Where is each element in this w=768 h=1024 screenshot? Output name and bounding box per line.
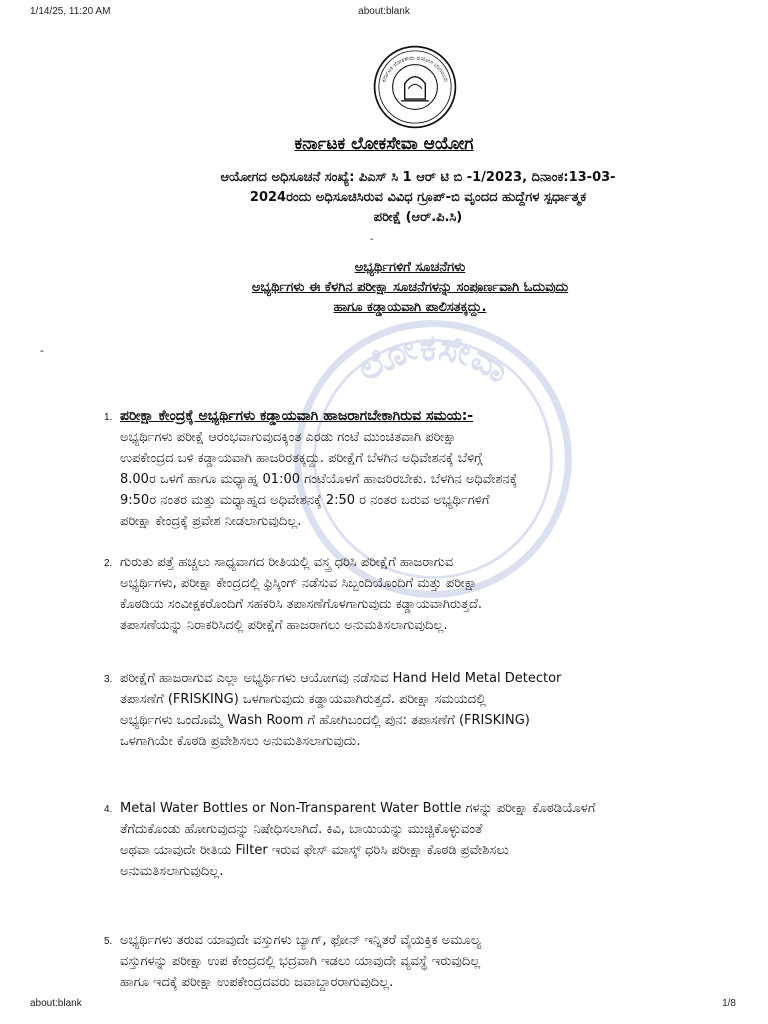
watermark-text: ಲೋಕಸೇವಾ xyxy=(351,325,518,392)
item-line: ಗುರುತು ಪತ್ತೆ ಹಚ್ಚಲು ಸಾಧ್ಯವಾಗದ ರೀತಿಯಲ್ಲಿ ವಸ್ತ್ರ ಧರಿಸಿ ಪರೀಕ್ಷೆಗೆ ಹಾಜರಾಗುವ xyxy=(120,555,454,570)
separator-dash: - xyxy=(370,234,374,245)
instruction-item-5 xyxy=(104,930,734,993)
item-line: ಹಾಗೂ ಇದಕ್ಕೆ ಪರೀಕ್ಷಾ ಉಪಕೇಂದ್ರದವರು ಜವಾಬ್ದಾರರಾಗುವುದಿಲ್ಲ. xyxy=(120,975,394,990)
instruction-item-2 xyxy=(104,552,734,636)
instruction-item-1 xyxy=(104,406,734,532)
item-line: ಒಳಗಾಗಿಯೇ ಕೊಠಡಿ ಪ್ರವೇಶಿಸಲು ಅನುಮತಿಸಲಾಗುವುದು. xyxy=(120,734,361,749)
item-number: 1. xyxy=(104,412,113,423)
svg-text:ಲೋಕಸೇವಾ xyxy=(351,326,517,392)
print-header xyxy=(0,6,768,26)
instructions-intro-line: ಅಭ್ಯರ್ಥಿಗಳು ಈ ಕೆಳಗಿನ ಪರೀಕ್ಷಾ ಸೂಚನೆಗಳನ್ನು ಸಂಪೂರ್ಣವಾಗಿ ಓದುವುದು xyxy=(251,280,569,295)
item-line: Metal Water Bottles or Non-Transparent Water Bottle ಗಳನ್ನು ಪರೀಕ್ಷಾ ಕೊಠಡಿಯೊಳಗೆ xyxy=(120,801,596,816)
item-line: ತಪಾಸಣೆಗೆ (FRISKING) ಒಳಗಾಗುವುದು ಕಡ್ಡಾಯವಾಗಿರುತ್ತದೆ. ಪರೀಕ್ಷಾ ಸಮಯದಲ್ಲಿ xyxy=(120,692,487,707)
item-line: ಅಭ್ಯರ್ಥಿಗಳು ಪರೀಕ್ಷೆ ಆರಂಭವಾಗುವುದಕ್ಕಿಂತ ಎರಡು ಗಂಟೆ ಮುಂಚಿತವಾಗಿ ಪರೀಕ್ಷಾ xyxy=(120,430,457,445)
item-line: 9:50ರ ನಂತರ ಮತ್ತು ಮಧ್ಯಾಹ್ನದ ಅಧಿವೇಶನಕ್ಕೆ 2:50 ರ ನಂತರ ಬರುವ ಅಭ್ಯರ್ಥಿಗಳಿಗೆ xyxy=(120,493,490,508)
item-number: 5. xyxy=(104,936,113,947)
item-line: ಪರೀಕ್ಷಾ ಕೇಂದ್ರಕ್ಕೆ ಪ್ರವೇಶ ನೀಡಲಾಗುವುದಿಲ್ಲ. xyxy=(120,514,302,529)
item-line: ಅಭ್ಯರ್ಥಿಗಳು ಒಂದೊಮ್ಮೆ Wash Room ಗೆ ಹೋಗಿಬಂದಲ್ಲಿ ಪುನ: ತಪಾಸಣೆಗೆ (FRISKING) xyxy=(120,713,530,728)
document-title: ಕರ್ನಾಟಕ ಲೋಕಸೇವಾ ಆಯೋಗ xyxy=(294,134,474,154)
seal-text: ಕರ್ನಾಟಕ ಲೋಕಸೇವಾ ಆಯೋಗ ಬೆಂಗಳೂರು xyxy=(381,55,449,84)
kpsc-seal-icon xyxy=(372,44,458,130)
item-line: ಪರೀಕ್ಷೆಗೆ ಹಾಜರಾಗುವ ಎಲ್ಲಾ ಅಭ್ಯರ್ಥಿಗಳು ಆಯೋಗವು ನಡೆಸುವ Hand Held Metal Detector xyxy=(120,671,562,686)
item-number: 3. xyxy=(104,674,113,685)
print-footer xyxy=(0,998,768,1014)
item-number: 2. xyxy=(104,558,113,569)
instructions-intro-line: ಹಾಗೂ ಕಡ್ಡಾಯವಾಗಿ ಪಾಲಿಸತಕ್ಕದ್ದು. xyxy=(333,300,487,315)
margin-dash: - xyxy=(40,344,44,357)
item-line: 8.00ರ ಒಳಗೆ ಹಾಗೂ ಮಧ್ಯಾಹ್ನ 01:00 ಗಂಟೆಯೊಳಗೆ ಹಾಜರಿರಬೇಕು. ಬೆಳಗಿನ ಅಧಿವೇಶನಕ್ಕೆ xyxy=(120,472,518,487)
item-line: ಕೊಠಡಿಯ ಸಂವೀಕ್ಷಕರೊಂದಿಗೆ ಸಹಕರಿಸಿ ತಪಾಸಣೆಗೊಳಗಾಗುವುದು ಕಡ್ಡಾಯವಾಗಿರುತ್ತದೆ. xyxy=(120,597,483,612)
item-heading: ಪರೀಕ್ಷಾ ಕೇಂದ್ರಕ್ಕೆ ಅಭ್ಯರ್ಥಿಗಳು ಕಡ್ಡಾಯವಾಗಿ ಹಾಜರಾಗಬೇಕಾಗಿರುವ ಸಮಯ:- xyxy=(120,408,474,424)
instruction-item-3 xyxy=(104,668,734,752)
item-line: ಅನುಮತಿಸಲಾಗುವುದಿಲ್ಲ. xyxy=(120,864,224,879)
item-line: ತೆಗೆದುಕೊಂಡು ಹೋಗುವುದನ್ನು ನಿಷೇಧಿಸಲಾಗಿದೆ. ಕಿವಿ, ಬಾಯಿಯನ್ನು ಮುಚ್ಚಿಕೊಳ್ಳುವಂತೆ xyxy=(120,822,483,837)
notification-line: ಪರೀಕ್ಷೆ (ಆರ್.ಪಿ.ಸಿ) xyxy=(373,210,463,225)
item-line: ಅಥವಾ ಯಾವುದೇ ರೀತಿಯ Filter ಇರುವ ಫೇಸ್ ಮಾಸ್ಕ್ ಧರಿಸಿ ಪರೀಕ್ಷಾ ಕೊಠಡಿ ಪ್ರವೇಶಿಸಲು xyxy=(120,843,509,858)
notification-line: ಆಯೋಗದ ಅಧಿಸೂಚನೆ ಸಂಖ್ಯೆ: ಪಿಎಸ್ ಸಿ 1 ಆರ್ ಟಿ ಬಿ -1/2023, ದಿನಾಂಕ:13-03- xyxy=(220,170,616,185)
item-line: ಉಪಕೇಂದ್ರದ ಬಳಿ ಕಡ್ಡಾಯವಾಗಿ ಹಾಜರಿರತಕ್ಕದ್ದು. ಪರೀಕ್ಷೆಗೆ ಬೆಳಗಿನ ಅಧಿವೇಶನಕ್ಕೆ ಬೆಳಿಗ್ಗೆ xyxy=(120,451,483,466)
item-line: ಅಭ್ಯರ್ಥಿಗಳು, ಪರೀಕ್ಷಾ ಕೇಂದ್ರದಲ್ಲಿ ಫ್ರಿಸ್ಕಿಂಗ್ ನಡೆಸುವ ಸಿಬ್ಬಂದಿಯೊಂದಿಗೆ ಮತ್ತು ಪರೀಕ್ಷಾ xyxy=(120,576,478,591)
item-number: 4. xyxy=(104,804,113,815)
notification-line: 2024ರಂದು ಅಧಿಸೂಚಿಸಿರುವ ವಿವಿಧ ಗ್ರೂಪ್-ಬಿ ವೃಂದದ ಹುದ್ದೆಗಳ ಸ್ಪರ್ಧಾತ್ಮಕ xyxy=(249,190,587,205)
print-timestamp: 1/14/25, 11:20 AM xyxy=(30,6,111,17)
print-tab-title: about:blank xyxy=(358,6,410,17)
print-footer-url: about:blank xyxy=(30,998,82,1009)
item-line: ತಪಾಸಣೆಯನ್ನು ನಿರಾಕರಿಸಿದಲ್ಲಿ ಪರೀಕ್ಷೆಗೆ ಹಾಜರಾಗಲು ಅನುಮತಿಸಲಾಗುವುದಿಲ್ಲ. xyxy=(120,618,448,633)
notification-block xyxy=(118,168,718,228)
item-line: ವಸ್ತುಗಳನ್ನು ಪರೀಕ್ಷಾ ಉಪ ಕೇಂದ್ರದಲ್ಲಿ ಭದ್ರವಾಗಿ ಇಡಲು ಯಾವುದೇ ವ್ಯವಸ್ಥೆ ಇರುವುದಿಲ್ಲ xyxy=(120,954,481,969)
instructions-heading: ಅಭ್ಯರ್ಥಿಗಳಿಗೆ ಸೂಚನೆಗಳು xyxy=(354,260,466,275)
instruction-item-4 xyxy=(104,798,734,882)
instructions-heading-block xyxy=(110,258,710,318)
page-number: 1/8 xyxy=(722,998,736,1009)
item-line: ಅಭ್ಯರ್ಥಿಗಳು ತರುವ ಯಾವುದೇ ವಸ್ತುಗಳು ಬ್ಯಾಗ್, ಫೋನ್ ಇನ್ನಿತರೆ ವೈಯಕ್ತಿಕ ಅಮೂಲ್ಯ xyxy=(120,933,482,948)
